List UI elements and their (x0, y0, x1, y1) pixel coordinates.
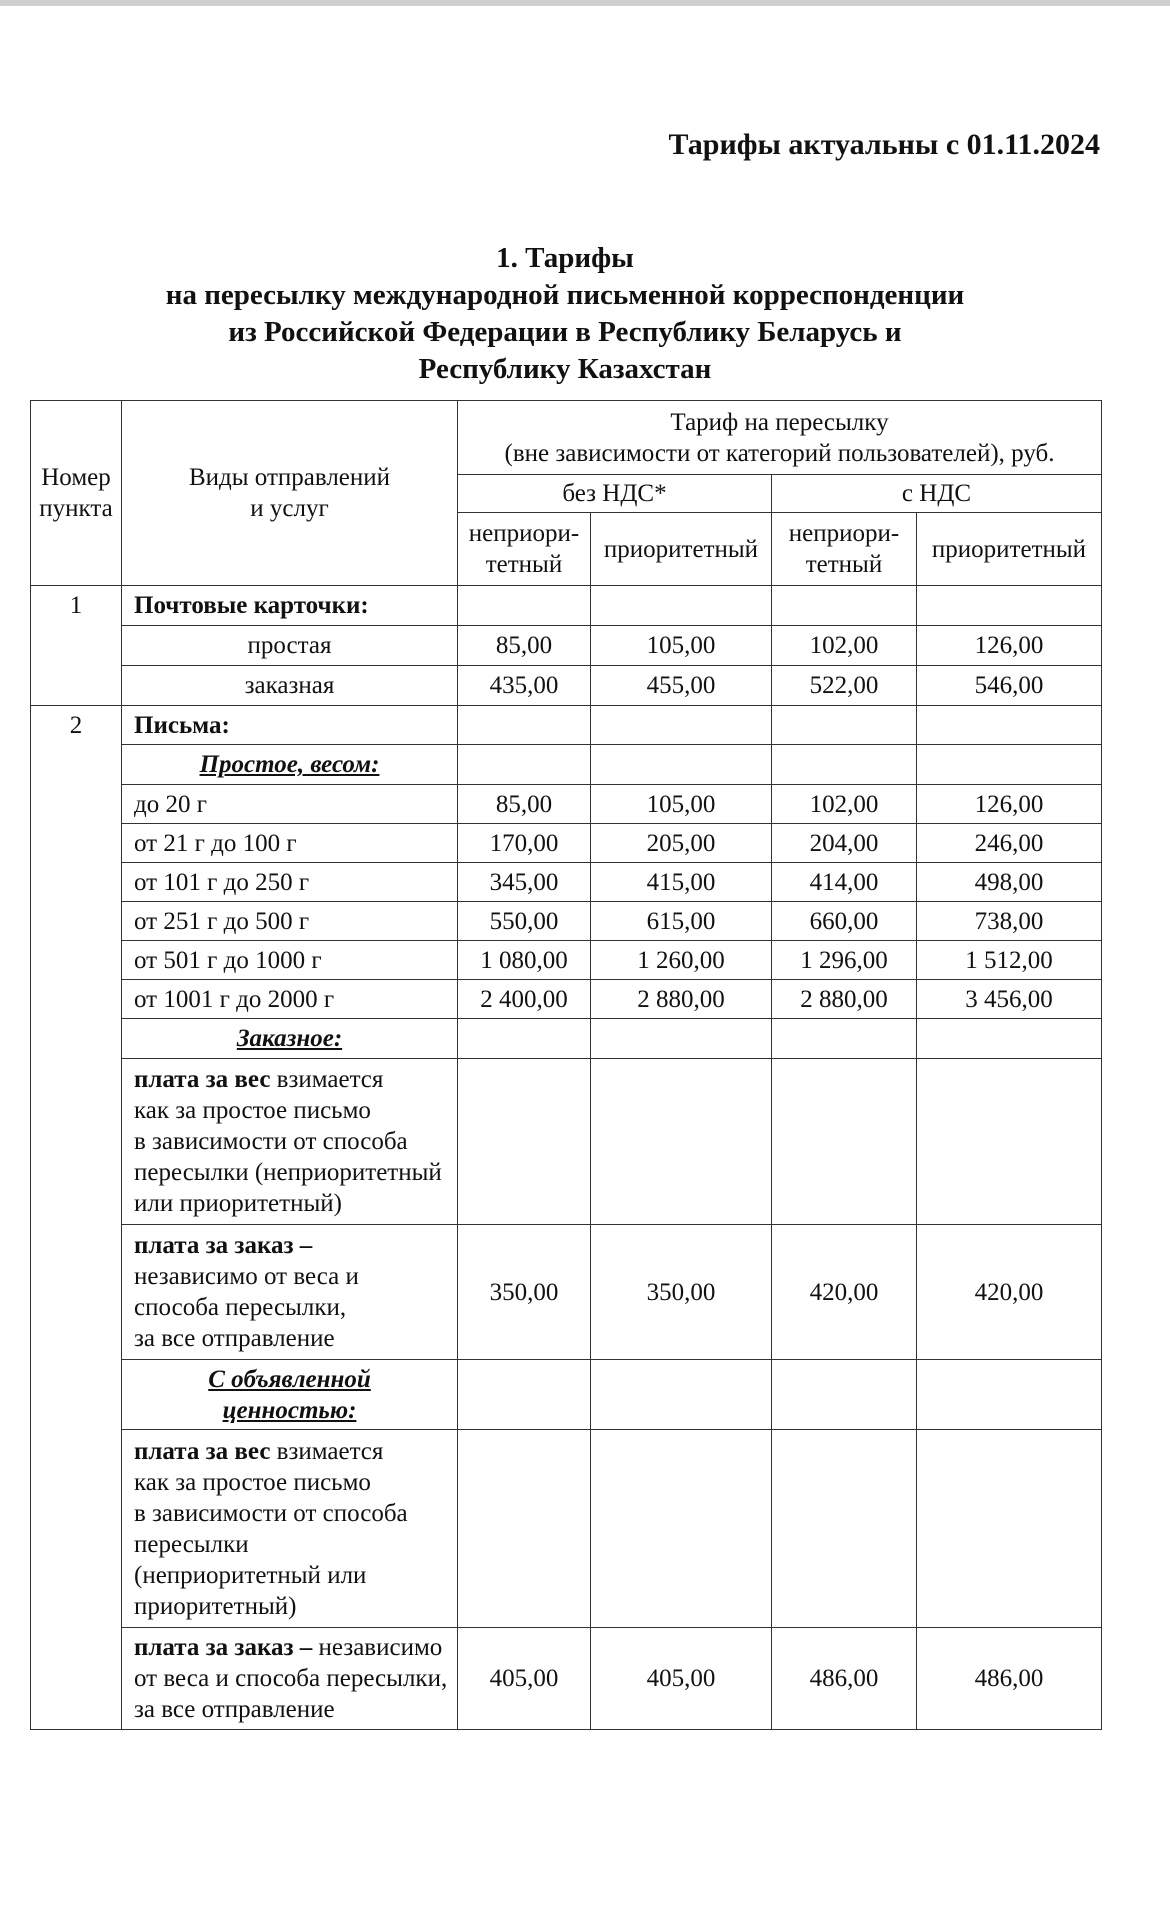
row-label: от 101 г до 250 г (122, 863, 458, 902)
value-cell: 550,00 (458, 902, 591, 941)
value-cell: 2 880,00 (591, 980, 772, 1019)
table-row (31, 1225, 1102, 1360)
value-cell: 546,00 (917, 666, 1102, 706)
value-cell: 738,00 (917, 902, 1102, 941)
note-line: пересылки (134, 1530, 249, 1558)
row-label: от 251 г до 500 г (122, 902, 458, 941)
registered-weight-note (122, 1059, 458, 1225)
row-label: простая (122, 626, 458, 666)
value-cell: 1 512,00 (917, 941, 1102, 980)
note-line: как за простое письмо (134, 1097, 371, 1124)
empty-cell (458, 586, 591, 626)
table-row (31, 1628, 1102, 1730)
value-cell: 415,00 (591, 863, 772, 902)
value-cell: 3 456,00 (917, 980, 1102, 1019)
note-bold: плата за заказ – (134, 1634, 313, 1661)
title-line-2: на пересылку международной письменной корреспонденции (165, 279, 965, 311)
table-row (31, 1360, 1102, 1430)
title-line-1: 1. Тарифы (496, 242, 634, 274)
tariff-table (30, 400, 1102, 1730)
empty-cell (917, 1019, 1102, 1059)
value-cell: 126,00 (917, 785, 1102, 824)
table-row (31, 863, 1102, 902)
table-row (31, 1019, 1102, 1059)
empty-cell (917, 706, 1102, 745)
value-cell: 414,00 (772, 863, 917, 902)
empty-cell (591, 1059, 772, 1225)
header-kinds-line: Виды отправлений (188, 464, 391, 491)
note-text: взимается (270, 1437, 384, 1465)
header-nonpriority-line: тетный (805, 551, 883, 578)
value-cell: 205,00 (591, 824, 772, 863)
row-label: от 1001 г до 2000 г (122, 980, 458, 1019)
table-row (31, 745, 1102, 785)
note-line: в зависимости от способа (134, 1499, 408, 1527)
registered-order-note (122, 1225, 458, 1360)
header-tariff-line: Тариф на пересылку (670, 408, 889, 436)
row-label: от 21 г до 100 г (122, 824, 458, 863)
value-cell: 102,00 (772, 626, 917, 666)
table-row (31, 586, 1102, 626)
header-with-vat: с НДС (772, 475, 1102, 513)
note-line (134, 1064, 451, 1095)
table-row (31, 666, 1102, 706)
empty-cell (458, 1059, 591, 1225)
table-row (31, 1059, 1102, 1225)
header-no-vat: без НДС* (458, 475, 772, 513)
note-text: независимо (312, 1634, 443, 1661)
header-nonpriority-line: неприори- (788, 520, 900, 547)
value-cell: 102,00 (772, 785, 917, 824)
note-line: способа пересылки, (134, 1294, 347, 1321)
value-cell: 486,00 (772, 1628, 917, 1730)
value-cell: 345,00 (458, 863, 591, 902)
empty-cell (591, 1430, 772, 1628)
value-cell: 105,00 (591, 785, 772, 824)
empty-cell (772, 1059, 917, 1225)
empty-cell (591, 745, 772, 785)
value-cell: 615,00 (591, 902, 772, 941)
empty-cell (917, 745, 1102, 785)
empty-cell (591, 1360, 772, 1430)
empty-cell (917, 1360, 1102, 1430)
value-cell: 420,00 (772, 1225, 917, 1360)
header-kinds-line: и услуг (250, 495, 329, 522)
value-cell: 455,00 (591, 666, 772, 706)
title-line-3: из Российской Федерации в Республику Беларусь и (228, 316, 902, 348)
document-title (0, 240, 1130, 388)
value-cell: 350,00 (458, 1225, 591, 1360)
note-line: в зависимости от способа (134, 1128, 408, 1155)
empty-cell (917, 1059, 1102, 1225)
header-nonpriority-line: тетный (485, 551, 563, 578)
note-line (134, 1632, 451, 1663)
table-row (31, 902, 1102, 941)
subsection-title-line: С объявленной (208, 1365, 371, 1393)
empty-cell (458, 745, 591, 785)
value-cell: 1 260,00 (591, 941, 772, 980)
empty-cell (458, 1360, 591, 1430)
note-line: (неприоритетный или (134, 1561, 367, 1589)
empty-cell (458, 1430, 591, 1628)
empty-cell (772, 1019, 917, 1059)
empty-cell (917, 586, 1102, 626)
header-nonpriority-novat (458, 513, 591, 586)
empty-cell (458, 1019, 591, 1059)
declared-order-note (122, 1628, 458, 1730)
declared-weight-note (122, 1430, 458, 1628)
note-text: взимается (270, 1066, 384, 1093)
header-priority-novat: приоритетный (591, 513, 772, 586)
header-nonpriority-vat (772, 513, 917, 586)
header-number (31, 401, 122, 586)
row-label: заказная (122, 666, 458, 706)
empty-cell (591, 706, 772, 745)
value-cell: 405,00 (458, 1628, 591, 1730)
header-number-line: пункта (39, 495, 113, 522)
value-cell: 435,00 (458, 666, 591, 706)
note-bold: плата за вес (134, 1437, 271, 1465)
section-title: Письма: (122, 706, 458, 745)
value-cell: 126,00 (917, 626, 1102, 666)
note-bold: плата за вес (134, 1066, 271, 1093)
note-line (134, 1436, 451, 1467)
note-line: от веса и способа пересылки, (134, 1665, 448, 1692)
value-cell: 85,00 (458, 785, 591, 824)
subsection-title: Заказное: (122, 1019, 458, 1059)
value-cell: 1 080,00 (458, 941, 591, 980)
note-line: или приоритетный) (134, 1190, 342, 1217)
table-row (31, 824, 1102, 863)
value-cell: 105,00 (591, 626, 772, 666)
effective-date: Тарифы актуальны с 01.11.2024 (668, 128, 1100, 161)
row-label: до 20 г (122, 785, 458, 824)
header-tariff-line: (вне зависимости от категорий пользователей), руб. (504, 439, 1055, 467)
empty-cell (591, 586, 772, 626)
empty-cell (772, 586, 917, 626)
value-cell: 2 880,00 (772, 980, 917, 1019)
value-cell: 405,00 (591, 1628, 772, 1730)
note-line: за все отправление (134, 1696, 335, 1723)
note-line: пересылки (неприоритетный (134, 1159, 442, 1186)
value-cell: 486,00 (917, 1628, 1102, 1730)
note-line: за все отправление (134, 1325, 335, 1352)
value-cell: 170,00 (458, 824, 591, 863)
table-row (31, 941, 1102, 980)
section-title: Почтовые карточки: (122, 586, 458, 626)
section-number: 1 (31, 586, 122, 706)
value-cell: 204,00 (772, 824, 917, 863)
table-row (31, 1430, 1102, 1628)
top-bar (0, 0, 1170, 6)
note-line: независимо от веса и (134, 1263, 359, 1290)
header-kinds (122, 401, 458, 586)
subsection-title (122, 1360, 458, 1430)
header-tariff (458, 401, 1102, 475)
note-line: приоритетный) (134, 1592, 297, 1620)
empty-cell (772, 706, 917, 745)
value-cell: 522,00 (772, 666, 917, 706)
subsection-title-line: ценностью: (222, 1396, 357, 1424)
empty-cell (458, 706, 591, 745)
value-cell: 420,00 (917, 1225, 1102, 1360)
note-line: как за простое письмо (134, 1468, 371, 1496)
table-row (31, 626, 1102, 666)
value-cell: 246,00 (917, 824, 1102, 863)
empty-cell (772, 745, 917, 785)
value-cell: 1 296,00 (772, 941, 917, 980)
section-number: 2 (31, 706, 122, 1730)
empty-cell (917, 1430, 1102, 1628)
value-cell: 350,00 (591, 1225, 772, 1360)
value-cell: 660,00 (772, 902, 917, 941)
table-row (31, 980, 1102, 1019)
empty-cell (591, 1019, 772, 1059)
row-label: от 501 г до 1000 г (122, 941, 458, 980)
empty-cell (772, 1360, 917, 1430)
empty-cell (772, 1430, 917, 1628)
table-row (31, 785, 1102, 824)
header-priority-vat: приоритетный (917, 513, 1102, 586)
value-cell: 498,00 (917, 863, 1102, 902)
table-row (31, 706, 1102, 745)
header-number-line: Номер (41, 464, 111, 491)
subsection-title: Простое, весом: (122, 745, 458, 785)
value-cell: 85,00 (458, 626, 591, 666)
value-cell: 2 400,00 (458, 980, 591, 1019)
title-line-4: Республику Казахстан (418, 353, 712, 385)
header-nonpriority-line: неприори- (468, 520, 580, 547)
note-bold: плата за заказ – (134, 1232, 313, 1259)
